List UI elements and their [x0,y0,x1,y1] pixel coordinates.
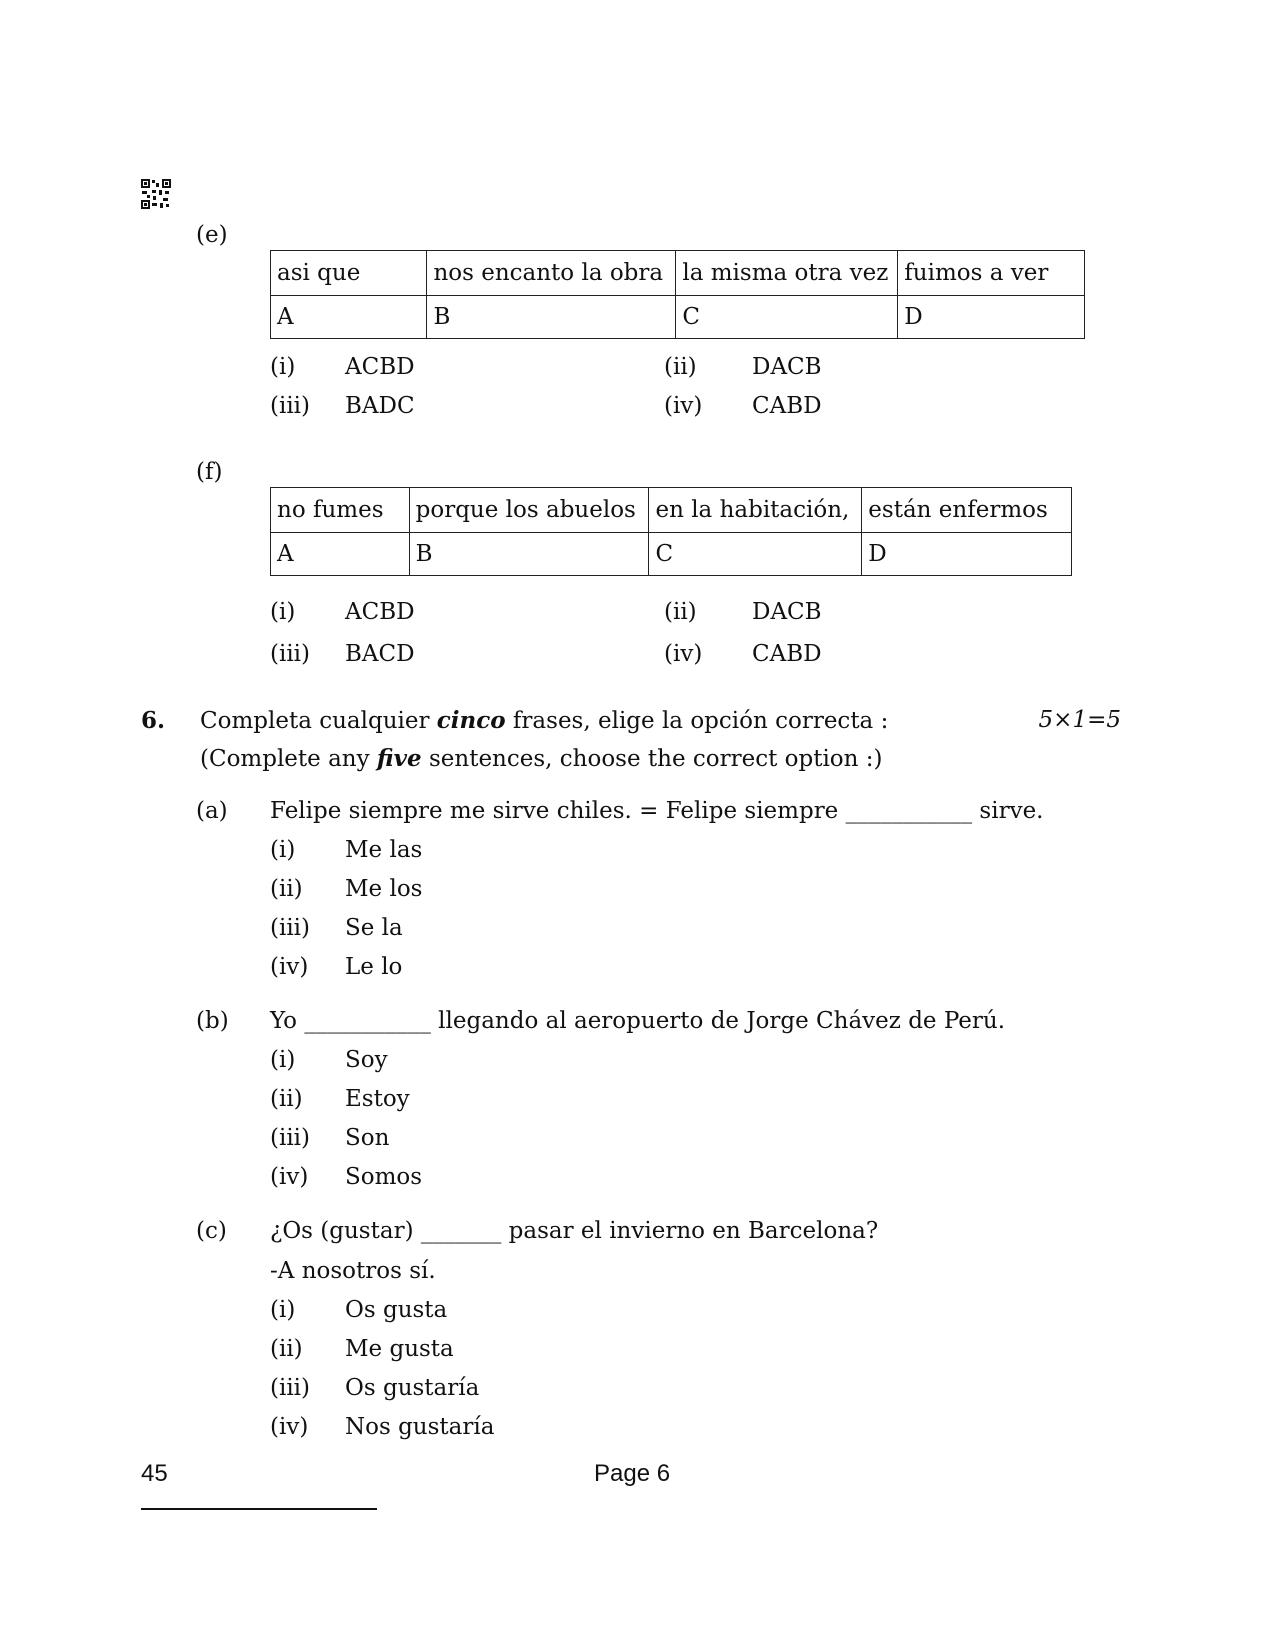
option-number: (i) [270,599,296,625]
option-number: (ii) [270,1336,303,1362]
option-text: Me las [345,837,423,863]
option-number: (ii) [270,876,303,902]
table-cell: D [862,533,1072,576]
option-number: (i) [270,1047,296,1073]
option-number: (ii) [664,599,697,625]
option-number: (iv) [270,1164,309,1190]
option-number: (iv) [664,393,703,419]
table-cell: fuimos a ver [898,251,1085,296]
question-text: Yo ___________ llegando al aeropuerto de Jorge Chávez de Perú. [270,1008,1006,1034]
question-label-f: (f) [196,459,223,485]
option-text: Os gusta [345,1297,448,1323]
option-number: (iii) [270,1125,311,1151]
option-number: (iv) [664,641,703,667]
table-cell: asi que [271,251,427,296]
table-cell: no fumes [271,488,410,533]
qr-code-icon [141,179,171,209]
footer-rule [141,1508,377,1510]
option-text: ACBD [345,599,415,625]
option-text: Estoy [345,1086,410,1112]
option-number: (iii) [270,393,311,419]
ordering-table-e [270,250,1085,339]
option-number: (ii) [664,354,697,380]
question-number: 6. [141,707,166,734]
option-text: Somos [345,1164,423,1190]
table-cell: D [898,296,1085,339]
option-text: Nos gustaría [345,1414,495,1440]
marks-allocation: 5×1=5 [1038,707,1121,733]
table-cell: B [427,296,676,339]
table-cell: A [271,296,427,339]
question-text: Felipe siempre me sirve chiles. = Felipe siempre ___________ sirve. [270,798,1044,824]
option-text: ACBD [345,354,415,380]
option-text: Le lo [345,954,403,980]
table-cell: nos encanto la obra [427,251,676,296]
option-number: (iii) [270,915,311,941]
option-text: Os gustaría [345,1375,480,1401]
option-number: (iii) [270,1375,311,1401]
question-text-reply: -A nosotros sí. [270,1258,436,1284]
table-cell: C [676,296,898,339]
option-text: Me gusta [345,1336,454,1362]
option-text: BACD [345,641,415,667]
question-label-b: (b) [196,1008,229,1034]
option-number: (i) [270,837,296,863]
question-label-a: (a) [196,798,228,824]
option-text: Se la [345,915,403,941]
paper-code: 45 [141,1460,168,1487]
option-number: (i) [270,1297,296,1323]
table-cell: porque los abuelos [409,488,649,533]
page-number: Page 6 [594,1460,671,1487]
option-text: CABD [752,393,822,419]
option-text: DACB [752,354,822,380]
option-text: Son [345,1125,390,1151]
option-number: (i) [270,354,296,380]
option-number: (iii) [270,641,311,667]
table-cell: A [271,533,410,576]
table-cell: en la habitación, [649,488,862,533]
option-text: CABD [752,641,822,667]
question-instruction-en: (Complete any five sentences, choose the correct option :) [200,745,883,772]
option-number: (iv) [270,954,309,980]
option-number: (ii) [270,1086,303,1112]
table-cell: están enfermos [862,488,1072,533]
question-text: ¿Os (gustar) _______ pasar el invierno en Barcelona? [270,1218,879,1244]
option-number: (iv) [270,1414,309,1440]
table-cell: B [409,533,649,576]
question-label-c: (c) [196,1218,227,1244]
option-text: BADC [345,393,415,419]
table-cell: C [649,533,862,576]
option-text: DACB [752,599,822,625]
question-instruction-es: Completa cualquier cinco frases, elige la opción correcta : [200,707,889,734]
ordering-table-f [270,487,1072,576]
option-text: Soy [345,1047,388,1073]
question-label-e: (e) [196,222,228,248]
table-cell: la misma otra vez [676,251,898,296]
option-text: Me los [345,876,423,902]
